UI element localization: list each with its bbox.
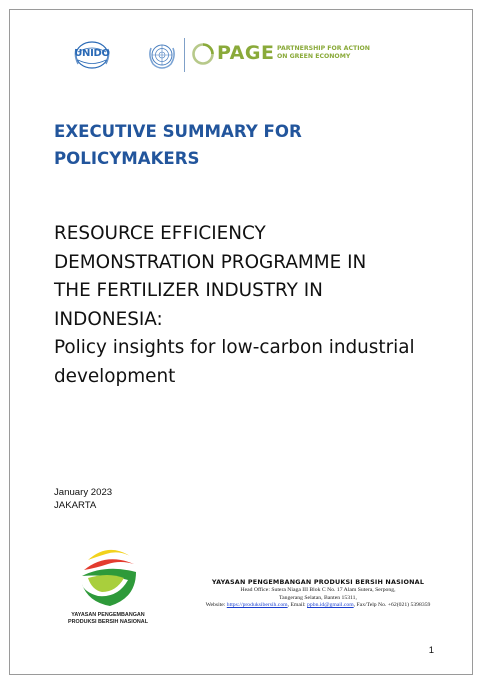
subtitle-line1: Policy insights for low-carbon industrial xyxy=(54,337,415,359)
foundation-address-line2: Tangerang Selatan, Banten 15311, xyxy=(279,594,357,601)
title-line3: THE FERTILIZER INDUSTRY IN xyxy=(54,280,323,302)
fax-text: , Fax/Telp No. +62(021) 5398359 xyxy=(353,602,431,609)
executive-summary-heading xyxy=(54,118,434,172)
title-line4: INDONESIA: xyxy=(54,308,163,330)
publication-city: JAKARTA xyxy=(54,500,97,511)
document-page xyxy=(9,9,473,675)
ypbn-logo-caption xyxy=(58,612,158,626)
email-link[interactable]: ppbn.id@gmail.com xyxy=(307,602,354,609)
partner-logos xyxy=(10,38,472,74)
publication-date: January 2023 xyxy=(54,487,113,498)
website-link[interactable]: https://produksibersih.com xyxy=(226,602,288,609)
logo-divider xyxy=(184,38,185,72)
page-logo xyxy=(191,38,391,74)
foundation-address-line1: Head Office: Sutera Niaga III Blok C No. 17 Alam Sutera, Serpong, xyxy=(240,587,396,593)
title-line1: RESOURCE EFFICIENCY xyxy=(54,223,266,244)
document-title xyxy=(54,220,454,392)
page-ring-icon xyxy=(191,42,215,66)
unido-wordmark: UNIDO xyxy=(74,48,110,59)
page-tagline xyxy=(277,45,370,60)
ypbn-caption-line1: YAYASAN PENGEMBANGAN xyxy=(71,612,145,618)
foundation-contact-block xyxy=(168,578,468,610)
subtitle-line2: development xyxy=(54,365,176,387)
un-emblem-icon xyxy=(147,40,177,70)
un-logo xyxy=(147,40,177,70)
page-tagline-line2: ON GREEN ECONOMY xyxy=(277,52,351,60)
website-label: Website: xyxy=(205,602,227,609)
title-line2: DEMONSTRATION PROGRAMME IN xyxy=(54,251,367,273)
heading-line2: POLICYMAKERS xyxy=(54,149,200,168)
page-number: 1 xyxy=(428,645,434,656)
ypbn-caption-line2: PRODUKSI BERSIH NASIONAL xyxy=(68,619,148,625)
foundation-contact-line xyxy=(168,602,468,610)
page-wordmark: PAGE xyxy=(217,42,275,64)
heading-line1: EXECUTIVE SUMMARY FOR xyxy=(54,122,302,141)
email-label: , Email: xyxy=(287,602,308,609)
page-tagline-line1: PARTNERSHIP FOR ACTION xyxy=(277,45,370,52)
publication-info xyxy=(54,486,112,512)
unido-logo xyxy=(74,40,110,70)
foundation-name: YAYASAN PENGEMBANGAN PRODUKSI BERSIH NASIONAL xyxy=(211,578,425,586)
ypbn-logo xyxy=(58,540,158,632)
ypbn-emblem-icon xyxy=(58,540,158,612)
